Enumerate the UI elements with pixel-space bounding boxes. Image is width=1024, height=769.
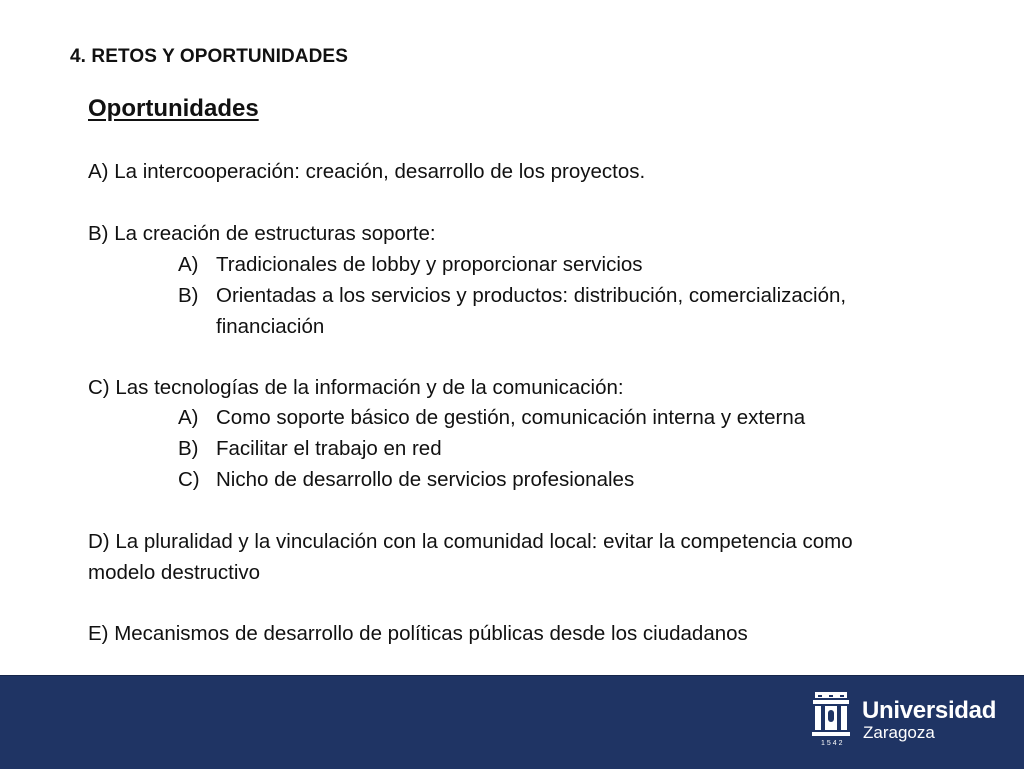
sub-marker: C) bbox=[178, 468, 200, 491]
university-crest-icon bbox=[812, 692, 850, 740]
item-d-continuation: modelo destructivo bbox=[88, 561, 261, 584]
logo-university-name: Universidad bbox=[862, 697, 997, 724]
item-a: A) La intercooperación: creación, desarrollo de los proyectos. bbox=[88, 160, 646, 183]
item-c-sub-a bbox=[178, 406, 958, 430]
sub-marker: A) bbox=[178, 406, 199, 429]
sub-text: Orientadas a los servicios y productos: distribución, comercialización, bbox=[216, 284, 847, 307]
item-d: D) La pluralidad y la vinculación con la comunidad local: evitar la competencia como bbox=[88, 530, 853, 553]
item-b: B) La creación de estructuras soporte: bbox=[88, 222, 436, 245]
sub-text: Como soporte básico de gestión, comunicación interna y externa bbox=[216, 406, 806, 429]
section-title: 4. RETOS Y OPORTUNIDADES bbox=[70, 46, 348, 67]
item-b-sub-b-continuation: financiación bbox=[216, 315, 325, 338]
item-e: E) Mecanismos de desarrollo de políticas públicas desde los ciudadanos bbox=[88, 622, 748, 645]
logo-founding-year: 1542 bbox=[821, 740, 845, 747]
item-b-sub-a bbox=[178, 253, 938, 277]
sub-marker: B) bbox=[178, 284, 199, 307]
sub-text: Tradicionales de lobby y proporcionar servicios bbox=[216, 253, 643, 276]
sub-text: Facilitar el trabajo en red bbox=[216, 437, 442, 460]
item-b-sub-b bbox=[178, 284, 958, 308]
sub-marker: B) bbox=[178, 437, 199, 460]
sub-marker: A) bbox=[178, 253, 199, 276]
slide-heading: Oportunidades bbox=[88, 95, 259, 122]
item-c: C) Las tecnologías de la información y de la comunicación: bbox=[88, 376, 624, 399]
sub-text: Nicho de desarrollo de servicios profesionales bbox=[216, 468, 635, 491]
logo-city-name: Zaragoza bbox=[863, 723, 935, 742]
item-c-sub-b bbox=[178, 437, 938, 461]
item-c-sub-c bbox=[178, 468, 938, 492]
university-logo bbox=[812, 692, 997, 756]
